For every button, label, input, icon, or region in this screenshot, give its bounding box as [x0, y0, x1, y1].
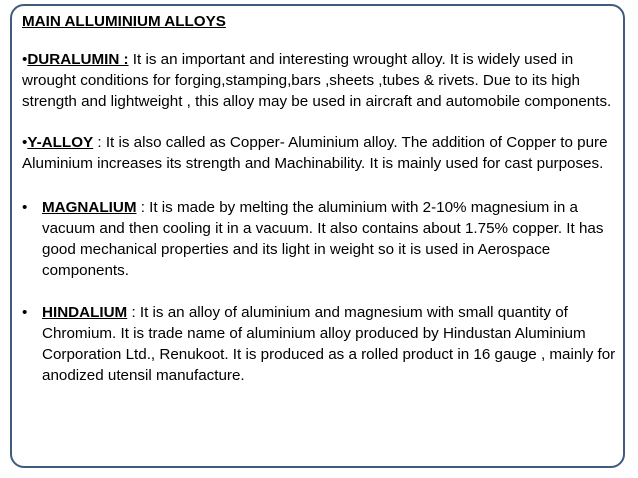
term-duralumin: DURALUMIN :: [27, 51, 129, 68]
text-duralumin: It is an important and interesting wrought alloy. It is widely used in wrought conditions for forging,stamping,bars ,sheets ,tubes & rivets. Due to its high strength and lightweight , this alloy may be used in aircraft and automobile components.: [22, 51, 612, 110]
section-magnalium: [22, 197, 624, 281]
text-magnalium: : It is made by melting the aluminium with 2-10% magnesium in a vacuum and then cooling it in a vacuum. It also contains about 1.75% copper. It has good mechanical properties and its light in weight so it is used in Aerospace components.: [42, 199, 604, 279]
bullet-hindalium: •: [22, 304, 28, 321]
bullet-magnalium: •: [22, 199, 28, 216]
bullet-y-alloy: •: [22, 134, 28, 151]
bullet-duralumin: •: [22, 51, 28, 68]
term-y-alloy: Y-ALLOY: [27, 134, 94, 151]
text-hindalium: : It is an alloy of aluminium and magnesium with small quantity of Chromium. It is trade name of aluminium alloy produced by Hindustan Aluminium Corporation Ltd., Renukoot. It is produced as a rolled product in 16 gauge , mainly for anodized utensil manufacture.: [42, 304, 616, 384]
page-title: MAIN ALLUMINIUM ALLOYS: [22, 13, 226, 30]
text-y-alloy: : It is also called as Copper- Aluminium alloy. The addition of Copper to pure Aluminium increases its strength and Machinability. It is mainly used for cast purposes.: [22, 134, 608, 172]
term-hindalium: HINDALIUM: [42, 304, 128, 321]
section-hindalium: [22, 302, 624, 386]
section-duralumin: [22, 49, 624, 112]
section-y-alloy: [22, 132, 624, 174]
term-magnalium: MAGNALIUM: [42, 199, 137, 216]
slide-content: [22, 11, 624, 386]
